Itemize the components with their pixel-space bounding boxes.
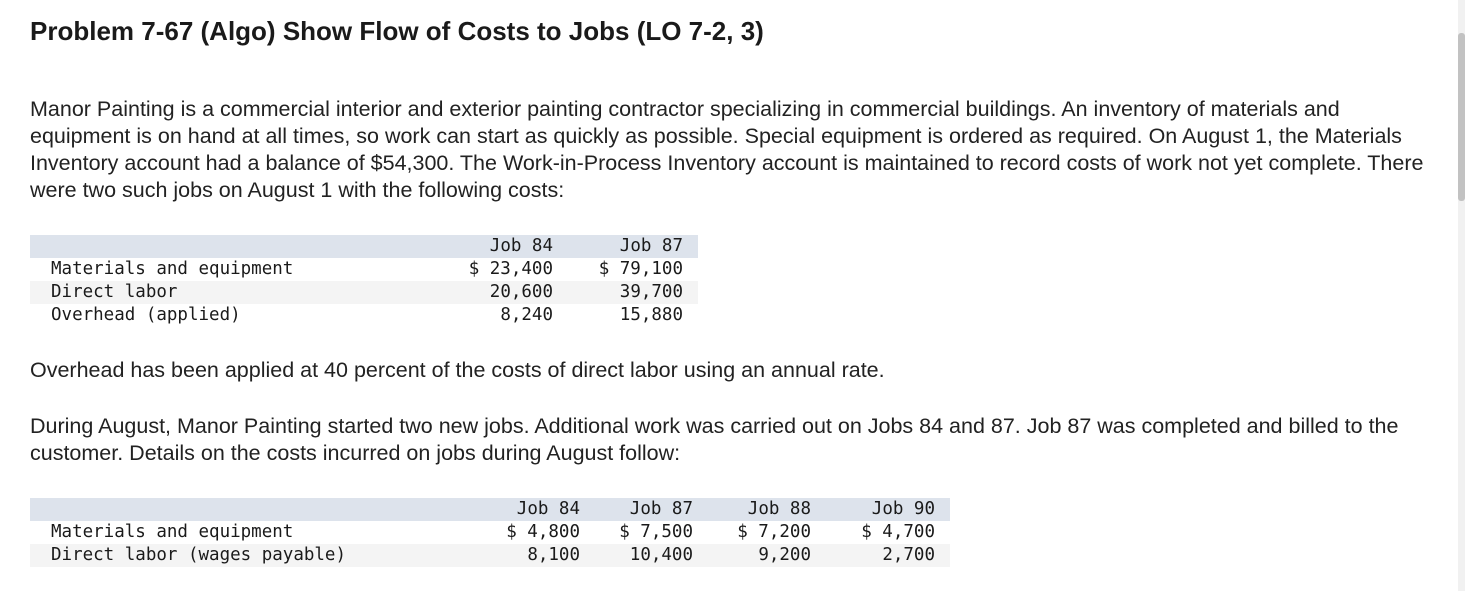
table-row [30,544,950,567]
row-label: Materials and equipment [51,522,294,542]
intro-paragraph: Manor Painting is a commercial interior and exterior painting contractor specializing in commercial buildings. An inventory of materials and equipment is on hand at all times, so work can start as quickly as possible. Special equipment is ordered as required. On August 1, the Materials Inventory account had a balance of $54,300. The Work-in-Process Inventory account is maintained to record costs of work not yet complete. There were two such jobs on August 1 with the following costs: [30,97,1424,202]
august-paragraph: During August, Manor Painting started two new jobs. Additional work was carried out on Jobs 84 and 87. Job 87 was completed and billed to the customer. Details on the costs incurred on jobs during August follow: [30,414,1399,465]
scrollbar-thumb[interactable] [1458,33,1465,201]
header-blank [30,235,441,258]
cell-job-88: $ 7,200 [737,522,811,542]
page-title: Problem 7-67 (Algo) Show Flow of Costs to Jobs (LO 7-2, 3) [30,16,764,46]
cell-job-87: $ 79,100 [598,259,683,279]
header-job-90: Job 90 [871,499,935,519]
cell-job-87: 10,400 [629,545,693,565]
cell-job-84: 8,100 [527,545,580,565]
table-row [30,258,698,281]
cell-job-90: 2,700 [882,545,935,565]
cell-job-87: 39,700 [619,282,683,302]
overhead-note: Overhead has been applied at 40 percent of the costs of direct labor using an annual rate. [30,358,885,382]
table-row [30,521,950,544]
vertical-scrollbar[interactable] [1458,0,1465,591]
header-job-88: Job 88 [747,499,811,519]
cell-job-90: $ 4,700 [861,522,935,542]
row-label: Direct labor [51,282,178,302]
beginning-costs-table [30,235,698,327]
table-row [30,281,698,304]
august-costs-table [30,498,950,567]
header-job-84: Job 84 [516,499,580,519]
table-row [30,304,698,327]
cell-job-88: 9,200 [758,545,811,565]
table-header-row [30,235,698,258]
header-blank [30,498,483,521]
cell-job-84: $ 23,400 [468,259,553,279]
cell-job-84: 8,240 [500,305,553,325]
header-job-84: Job 84 [489,236,553,256]
cell-job-84: 20,600 [489,282,553,302]
header-job-87: Job 87 [619,236,683,256]
cell-job-87: 15,880 [619,305,683,325]
cell-job-84: $ 4,800 [506,522,580,542]
cell-job-87: $ 7,500 [619,522,693,542]
row-label: Direct labor (wages payable) [51,545,347,565]
row-label: Materials and equipment [51,259,294,279]
row-label: Overhead (applied) [51,305,241,325]
header-job-87: Job 87 [629,499,693,519]
table-header-row [30,498,950,521]
